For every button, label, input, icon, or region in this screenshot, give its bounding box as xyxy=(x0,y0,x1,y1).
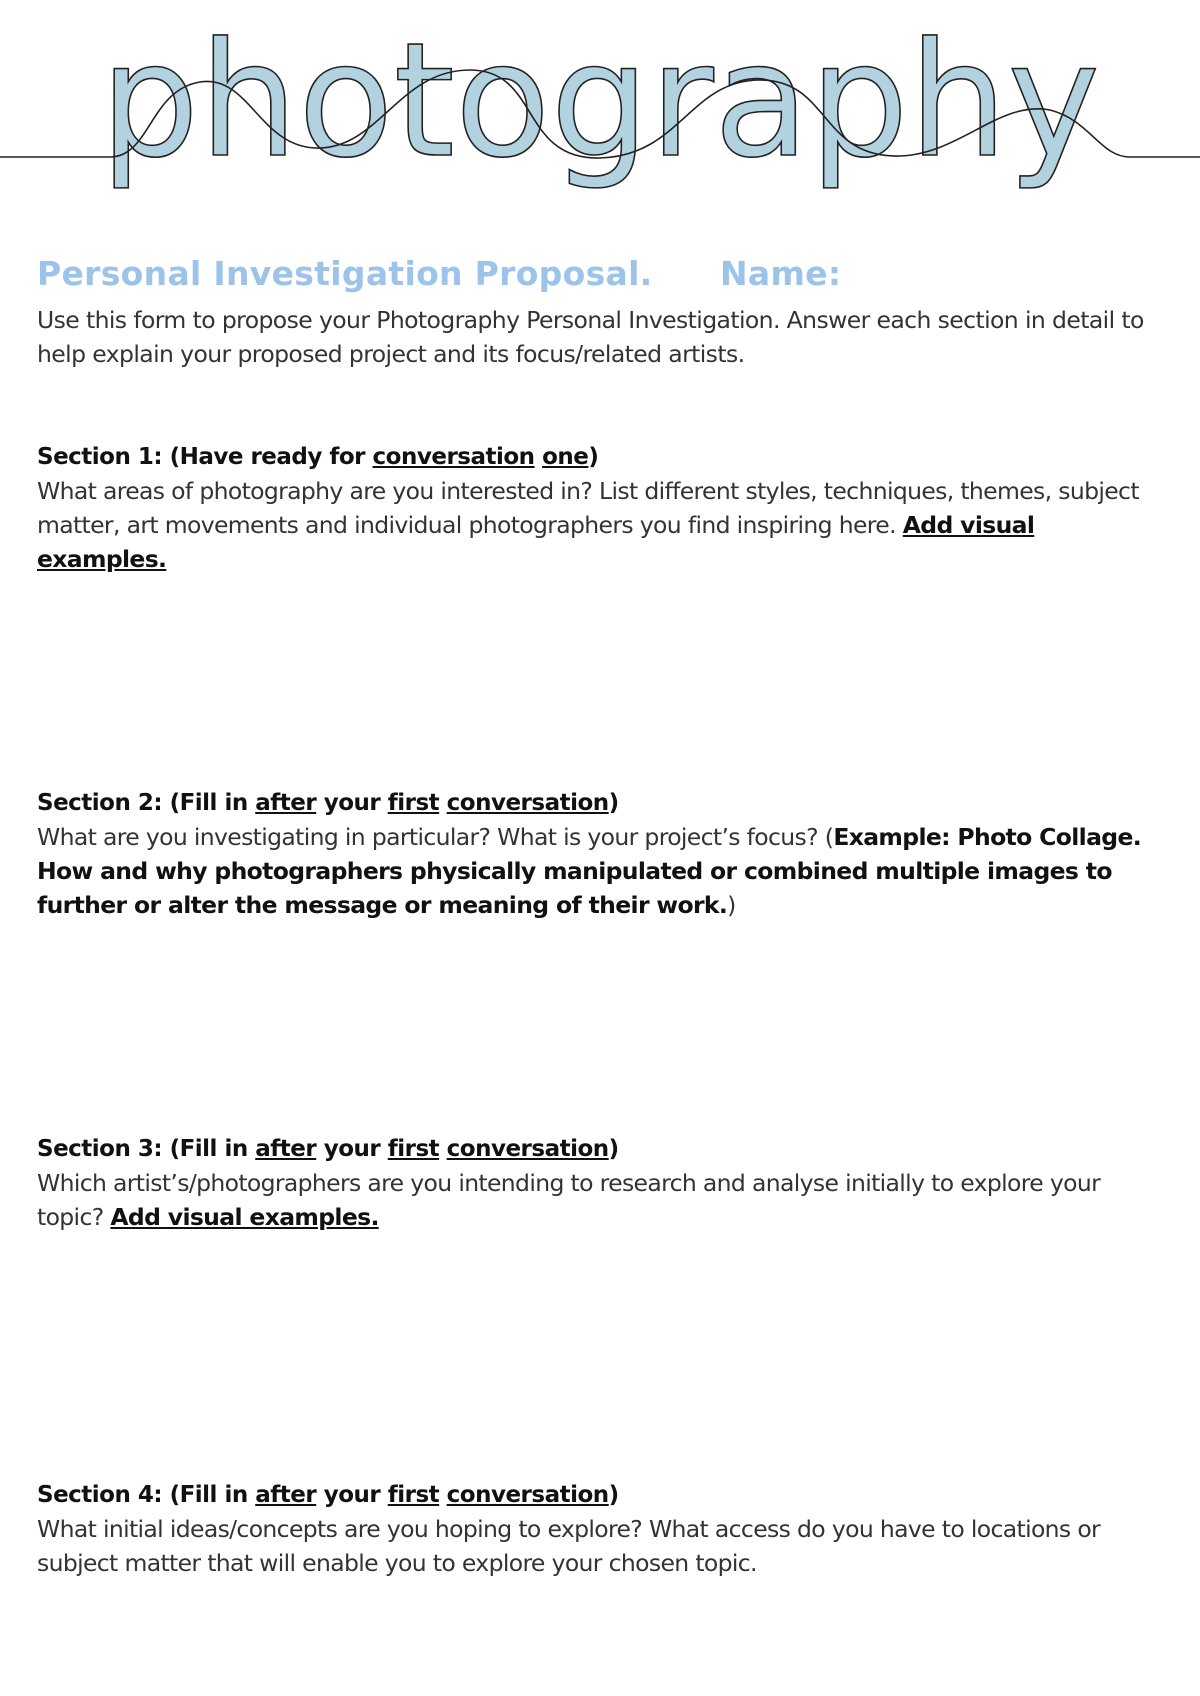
heading-text: Section 2: (Fill in xyxy=(37,790,256,816)
section-question: Which artist’s/photographers are you intending to research and analyse initially to explore your topic? xyxy=(37,1169,1101,1231)
intro-text: Use this form to propose your Photography Personal Investigation. Answer each section in detail to help explain your proposed project and its focus/related artists. xyxy=(37,306,1144,368)
heading-underline: after xyxy=(255,790,317,816)
logo-wordmark: photography xyxy=(100,30,1100,193)
heading-text xyxy=(439,1482,447,1508)
heading-underline: first xyxy=(387,1136,440,1162)
section-heading xyxy=(37,786,1165,820)
page-header xyxy=(37,254,1167,298)
heading-underline: after xyxy=(255,1136,317,1162)
section-body xyxy=(37,474,1165,576)
heading-underline: conversation xyxy=(446,1482,609,1508)
heading-underline: conversation xyxy=(446,790,609,816)
heading-text: ) xyxy=(608,1136,619,1162)
heading-text: ) xyxy=(608,1482,619,1508)
heading-text xyxy=(439,790,447,816)
section-question: What initial ideas/concepts are you hoping to explore? What access do you have to locations or subject matter that will enable you to explore your chosen topic. xyxy=(37,1515,1101,1577)
heading-text: your xyxy=(316,790,388,816)
heading-underline: first xyxy=(387,790,440,816)
section-body xyxy=(37,820,1165,922)
heading-text: your xyxy=(316,1482,388,1508)
section-heading xyxy=(37,1478,1165,1512)
section-2 xyxy=(37,786,1165,922)
heading-text xyxy=(535,444,543,470)
name-label: Name: xyxy=(720,254,842,293)
section-question: What areas of photography are you interested in? List different styles, techniques, themes, subject matter, art movements and individual photographers you find inspiring here. xyxy=(37,477,1139,539)
section-heading xyxy=(37,1132,1165,1166)
photography-logo xyxy=(0,30,1200,200)
section-heading xyxy=(37,440,1165,474)
heading-underline: conversation xyxy=(372,444,535,470)
section-body xyxy=(37,1166,1165,1234)
section-3 xyxy=(37,1132,1165,1234)
section-example: Example: Photo Collage. How and why photographers physically manipulated or combined multiple images to further or alter the message or meaning of their work. xyxy=(37,823,1142,919)
heading-underline: conversation xyxy=(446,1136,609,1162)
heading-underline: one xyxy=(542,444,589,470)
heading-text: Section 3: (Fill in xyxy=(37,1136,256,1162)
section-question: ) xyxy=(727,891,736,919)
heading-text: ) xyxy=(588,444,599,470)
heading-text: ) xyxy=(608,790,619,816)
page-title: Personal Investigation Proposal. xyxy=(37,254,653,293)
section-emphasis: Add visual examples. xyxy=(37,511,1035,573)
section-emphasis: Add visual examples. xyxy=(110,1203,379,1231)
heading-underline: first xyxy=(387,1482,440,1508)
section-4 xyxy=(37,1478,1165,1580)
section-question: What are you investigating in particular? What is your project’s focus? ( xyxy=(37,823,834,851)
heading-text: your xyxy=(316,1136,388,1162)
section-1 xyxy=(37,440,1165,576)
heading-underline: after xyxy=(255,1482,317,1508)
section-body xyxy=(37,1512,1165,1580)
heading-text xyxy=(439,1136,447,1162)
heading-text: Section 1: (Have ready for xyxy=(37,444,373,470)
heading-text: Section 4: (Fill in xyxy=(37,1482,256,1508)
